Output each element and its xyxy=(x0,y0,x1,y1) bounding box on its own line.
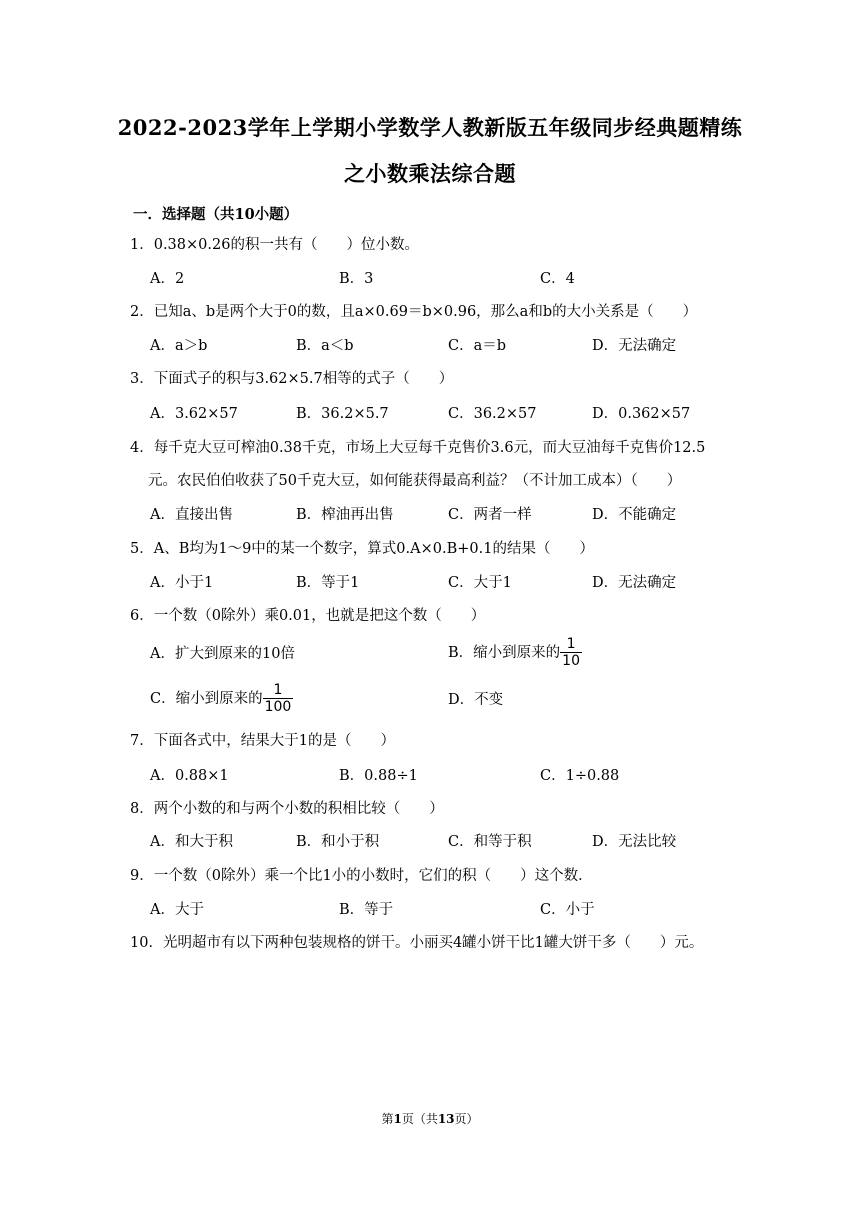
question-7-option-a: A．0.88×1 xyxy=(150,768,229,784)
question-5-option-a: A．小于1 xyxy=(150,575,214,591)
question-4-option-b: B．榨油再出售 xyxy=(296,507,394,523)
footer-prefix: 第 xyxy=(381,1112,394,1126)
question-8-option-b: B．和小于积 xyxy=(296,834,380,850)
question-6-option-b-wrap xyxy=(448,636,582,669)
question-3-option-a: A．3.62×57 xyxy=(150,406,238,422)
question-9-option-c: C．小于 xyxy=(540,902,595,918)
question-6-option-b: B．缩小到原来的 xyxy=(448,644,561,661)
fraction-one-tenth xyxy=(560,636,582,669)
document-title-line2: 之小数乘法综合题 xyxy=(344,161,516,186)
question-5-option-d: D．无法确定 xyxy=(592,575,677,591)
document-title-line1: 2022-2023学年上学期小学数学人教新版五年级同步经典题精练 xyxy=(117,115,743,140)
question-7-option-c: C．1÷0.88 xyxy=(540,768,620,784)
question-4-option-c: C．两者一样 xyxy=(448,507,532,523)
question-2-option-d: D．无法确定 xyxy=(592,338,677,354)
question-4-stem-line2: 元。农民伯伯收获了50千克大豆，如何能获得最高利益？（不计加工成本）（ ） xyxy=(148,473,682,489)
question-7-stem: 7．下面各式中，结果大于1的是（ ） xyxy=(130,733,395,749)
fraction-numerator: 1 xyxy=(273,682,283,698)
question-3-stem: 3．下面式子的积与3.62×5.7相等的式子（ ） xyxy=(130,371,454,387)
question-6-option-a: A．扩大到原来的10倍 xyxy=(150,646,295,662)
footer-mid: 页（共 xyxy=(401,1112,438,1126)
question-3-option-b: B．36.2×5.7 xyxy=(296,406,389,422)
question-2-stem: 2．已知a、b是两个大于0的数，且a×0.69＝b×0.96，那么a和b的大小关系是（ ） xyxy=(130,304,698,320)
section-heading: 一．选择题（共10小题） xyxy=(133,206,299,223)
question-1-option-c: C．4 xyxy=(540,271,575,287)
question-4-option-a: A．直接出售 xyxy=(150,507,233,523)
question-2-option-b: B．a＜b xyxy=(296,338,354,354)
question-8-option-a: A．和大于积 xyxy=(150,834,233,850)
question-3-option-c: C．36.2×57 xyxy=(448,406,537,422)
page-footer xyxy=(0,1110,860,1127)
question-7-option-b: B．0.88÷1 xyxy=(339,768,418,784)
fraction-denominator: 10 xyxy=(562,653,580,669)
fraction-denominator: 100 xyxy=(264,699,292,715)
question-3-option-d: D．0.362×57 xyxy=(592,406,691,422)
footer-total-pages: 13 xyxy=(437,1112,455,1126)
footer-suffix: 页） xyxy=(454,1112,479,1126)
question-2-option-a: A．a＞b xyxy=(150,338,208,354)
question-6-stem: 6．一个数（0除外）乘0.01，也就是把这个数（ ） xyxy=(130,608,486,624)
question-8-option-c: C．和等于积 xyxy=(448,834,532,850)
question-9-option-b: B．等于 xyxy=(339,902,394,918)
question-1-option-a: A．2 xyxy=(150,271,185,287)
fraction-one-hundredth xyxy=(263,682,294,715)
question-8-stem: 8．两个小数的和与两个小数的积相比较（ ） xyxy=(130,801,444,817)
question-5-option-c: C．大于1 xyxy=(448,575,512,591)
question-5-stem: 5．A、B均为1～9中的某一个数字，算式0.A×0.B+0.1的结果（ ） xyxy=(130,541,594,557)
question-9-option-a: A．大于 xyxy=(150,902,204,918)
footer-page-number: 1 xyxy=(393,1112,402,1126)
question-6-option-d: D．不变 xyxy=(448,692,504,708)
question-2-option-c: C．a＝b xyxy=(448,338,507,354)
question-10-stem: 10．光明超市有以下两种包装规格的饼干。小丽买4罐小饼干比1罐大饼干多（ ）元。 xyxy=(130,935,704,951)
question-6-option-c-wrap xyxy=(150,682,293,715)
question-1-stem: 1．0.38×0.26的积一共有（ ）位小数。 xyxy=(130,237,419,253)
question-4-option-d: D．不能确定 xyxy=(592,507,677,523)
question-6-option-c: C．缩小到原来的 xyxy=(150,690,263,707)
question-4-stem-line1: 4．每千克大豆可榨油0.38千克，市场上大豆每千克售价3.6元，而大豆油每千克售价12.5 xyxy=(130,440,706,456)
question-8-option-d: D．无法比较 xyxy=(592,834,677,850)
question-9-stem: 9．一个数（0除外）乘一个比1小的小数时，它们的积（ ）这个数． xyxy=(130,868,593,884)
question-1-option-b: B．3 xyxy=(339,271,374,287)
question-5-option-b: B．等于1 xyxy=(296,575,360,591)
fraction-numerator: 1 xyxy=(566,636,576,652)
